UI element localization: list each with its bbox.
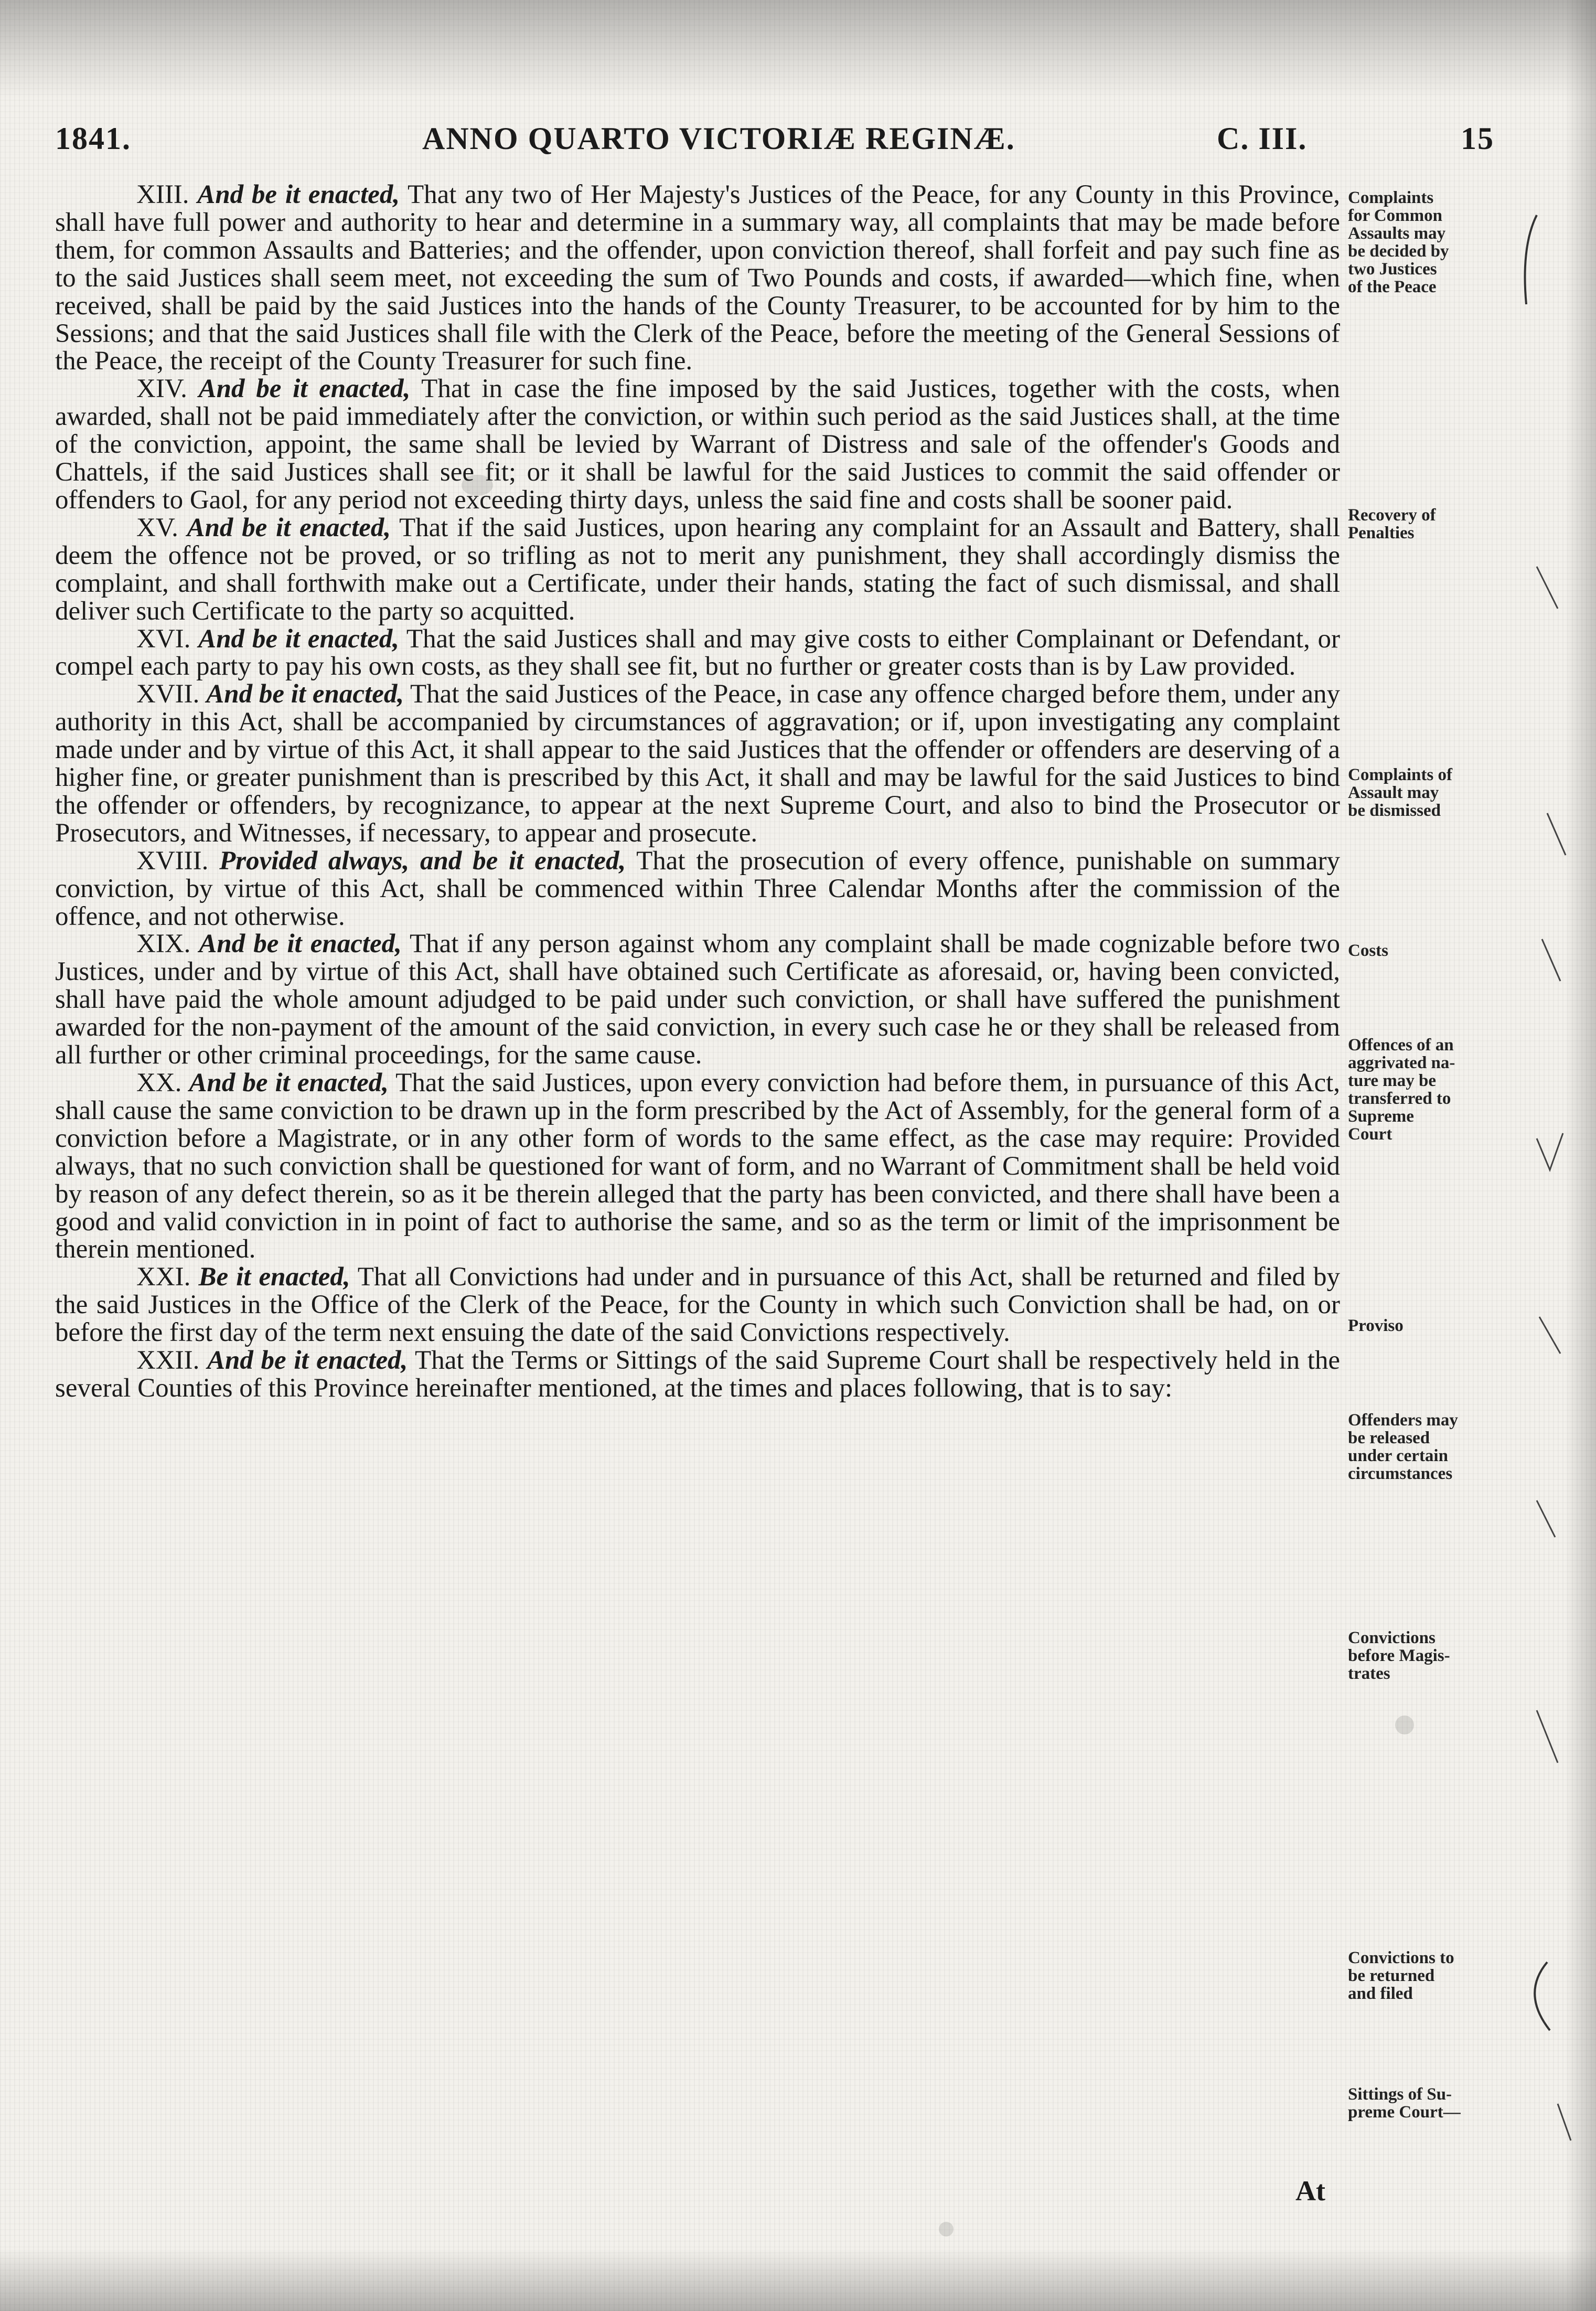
page-number: 15 [1461, 121, 1494, 156]
catchword: At [1295, 2175, 1325, 2207]
section-number: XVII. [136, 679, 200, 709]
section-text: That the said Justices, upon every conviction had before them, in pursuance of this Act, shall cause the same conviction to be drawn up in the form prescribed by the Act of Assembly, for the general form of a conviction before a Magistrate, or in any other form of words to the same effect, as the case may require: Provided always, that no such conviction shall be questioned for want of form, and no Warrant of Commitment shall be held void by reason of any defect therein, so as it be therein alleged that the party has been convicted, and there shall have been a good and valid conviction in in point of fact to authorise the same, and so as the term or limit of the imprisonment be therein mentioned. [55, 1068, 1341, 1264]
enacting-words: Provided always, and be it enacted, [219, 846, 626, 876]
section-text: That the Terms or Sittings of the said Supreme Court shall be respectively held in the several Counties of this Province hereinafter mentioned, at the times and places following, that is to say: [55, 1346, 1341, 1403]
enacting-words: Be it enacted, [198, 1262, 350, 1292]
section-xiii [55, 181, 1340, 375]
pencil-marks [1500, 0, 1596, 2311]
section-xix [55, 930, 1340, 1069]
margin-note-costs: Costs [1348, 941, 1389, 960]
enacting-words: And be it enacted, [199, 929, 402, 959]
enacting-words: And be it enacted, [189, 1068, 389, 1098]
section-number: XV. [136, 513, 178, 542]
section-xiv [55, 375, 1340, 514]
margin-note-released: Offenders may be released under certain circumstances [1348, 1411, 1458, 1483]
section-number: XVI. [136, 624, 191, 654]
margin-note-aggravated: Offences of an aggrivated na- ture may be transferred to Supreme Court [1348, 1036, 1455, 1144]
running-head-year: 1841. [55, 121, 131, 156]
enacting-words: And be it enacted, [187, 513, 391, 542]
ink-blot [939, 2222, 954, 2237]
running-head [55, 121, 1573, 168]
marginal-notes [1348, 0, 1505, 2311]
section-xvi [55, 625, 1340, 681]
ink-blot [462, 475, 493, 496]
running-head-title: ANNO QUARTO VICTORIÆ REGINÆ. [422, 121, 1015, 156]
section-number: XIV. [136, 374, 187, 404]
section-text: That in case the fine imposed by the said Justices, together with the costs, when awarded, shall not be paid immediately after the conviction, or within such period as the said Justices shall, at the time of the conviction, appoint, the same shall be levied by Warrant of Distress and sale of the offender's Goods and Chattels, if the said Justices shall see fit; or it shall be lawful for the said Justices to commit the said offender or offenders to Gaol, for any period not exceeding thirty days, unless the said fine and costs shall be sooner paid. [55, 374, 1341, 515]
section-text: That the said Justices of the Peace, in case any offence charged before them, under any authority in this Act, shall be accompanied by circumstances of aggravation; or if, upon investigating any complaint made under and by virtue of this Act, it shall appear to the said Justices that the offender or offenders are deserving of a higher fine, or greater punishment than is prescribed by this Act, it shall and may be lawful for the said Justices to bind the offender or offenders, by recognizance, to appear at the next Supreme Court, and also to bind the Prosecutor or Prosecutors, and Witnesses, if necessary, to appear and prosecute. [55, 679, 1340, 848]
section-number: XXI. [136, 1262, 191, 1292]
margin-note-returned: Convictions to be returned and filed [1348, 1948, 1454, 2003]
running-head-chapter: C. III. [1217, 121, 1308, 156]
section-xx [55, 1069, 1340, 1263]
section-number: XX. [136, 1068, 182, 1098]
enacting-words: And be it enacted, [206, 679, 404, 709]
section-number: XIX. [136, 929, 191, 959]
section-xv [55, 514, 1340, 625]
section-xviii [55, 847, 1340, 931]
ink-blot [1395, 1716, 1414, 1734]
section-text: That if any person against whom any complaint shall be made cognizable before two Justices, under and by virtue of this Act, shall have obtained such Certificate as aforesaid, or, having been convicted, shall have paid the whole amount adjudged to be paid under such conviction, or shall have suffered the punishment awarded for the non-payment of the amount of the said conviction, in every such case he or they shall be released from all further or other criminal proceedings, for the same cause. [55, 929, 1340, 1070]
handwritten-ticks [1500, 0, 1596, 2311]
enacting-words: And be it enacted, [207, 1346, 408, 1376]
section-number: XVIII. [136, 846, 209, 876]
margin-note-penalties: Recovery of Penalties [1348, 506, 1436, 542]
section-text: That if the said Justices, upon hearing any complaint for an Assault and Battery, shall deem the offence not be proved, or so trifling as not to merit any punishment, they shall accordingly dismiss the complaint, and shall forthwith make out a Certificate, under their hands, stating the fact of such dismissal, and shall deliver such Certificate to the party so acquitted. [55, 513, 1340, 626]
section-number: XIII. [136, 180, 189, 209]
section-text: That the said Justices shall and may give costs to either Complainant or Defendant, or compel each party to pay his own costs, as they shall see fit, but no further or greater costs than is by Law provided. [55, 624, 1340, 681]
margin-note-dismissal: Complaints of Assault may be dismissed [1348, 765, 1452, 820]
enacting-words: And be it enacted, [197, 180, 400, 209]
section-text: That the prosecution of every offence, punishable on summary conviction, by virtue of this Act, shall be commenced within Three Calendar Months after the commission of the offence, and not otherwise. [55, 846, 1340, 931]
margin-note-convictions: Convictions before Magis- trates [1348, 1628, 1450, 1683]
section-xxi [55, 1263, 1340, 1347]
section-number: XXII. [136, 1346, 200, 1376]
enacting-words: And be it enacted, [198, 374, 411, 404]
section-text: That all Convictions had under and in pursuance of this Act, shall be returned and filed by the said Justices in the Office of the Clerk of the Peace, for the County in which such Conviction shall be had, on or before the first day of the term next ensuing the date of the said Convictions respectively. [55, 1262, 1341, 1348]
section-xvii [55, 680, 1340, 847]
section-text: That any two of Her Majesty's Justices of the Peace, for any County in this Province, shall have full power and authority to hear and determine in a summary way, all complaints that may be made before them, for common Assaults and Batteries; and the offender, upon conviction thereof, shall forfeit and pay such fine as to the said Justices shall seem meet, not exceeding the sum of Two Pounds and costs, if awarded—which fine, when received, shall be paid by the said Justices into the hands of the County Treasurer, to be accounted for by him to the Sessions; and that the said Justices shall file with the Clerk of the Peace, before the meeting of the General Sessions of the Peace, the receipt of the County Treasurer for such fine. [55, 180, 1340, 376]
margin-note-sittings: Sittings of Su- preme Court— [1348, 2085, 1461, 2122]
statute-body [55, 181, 1340, 1402]
enacting-words: And be it enacted, [198, 624, 400, 654]
section-xxii [55, 1347, 1340, 1402]
margin-note-proviso: Proviso [1348, 1316, 1404, 1335]
margin-note-assaults: Complaints for Common Assaults may be decided by two Justices of the Peace [1348, 188, 1449, 296]
